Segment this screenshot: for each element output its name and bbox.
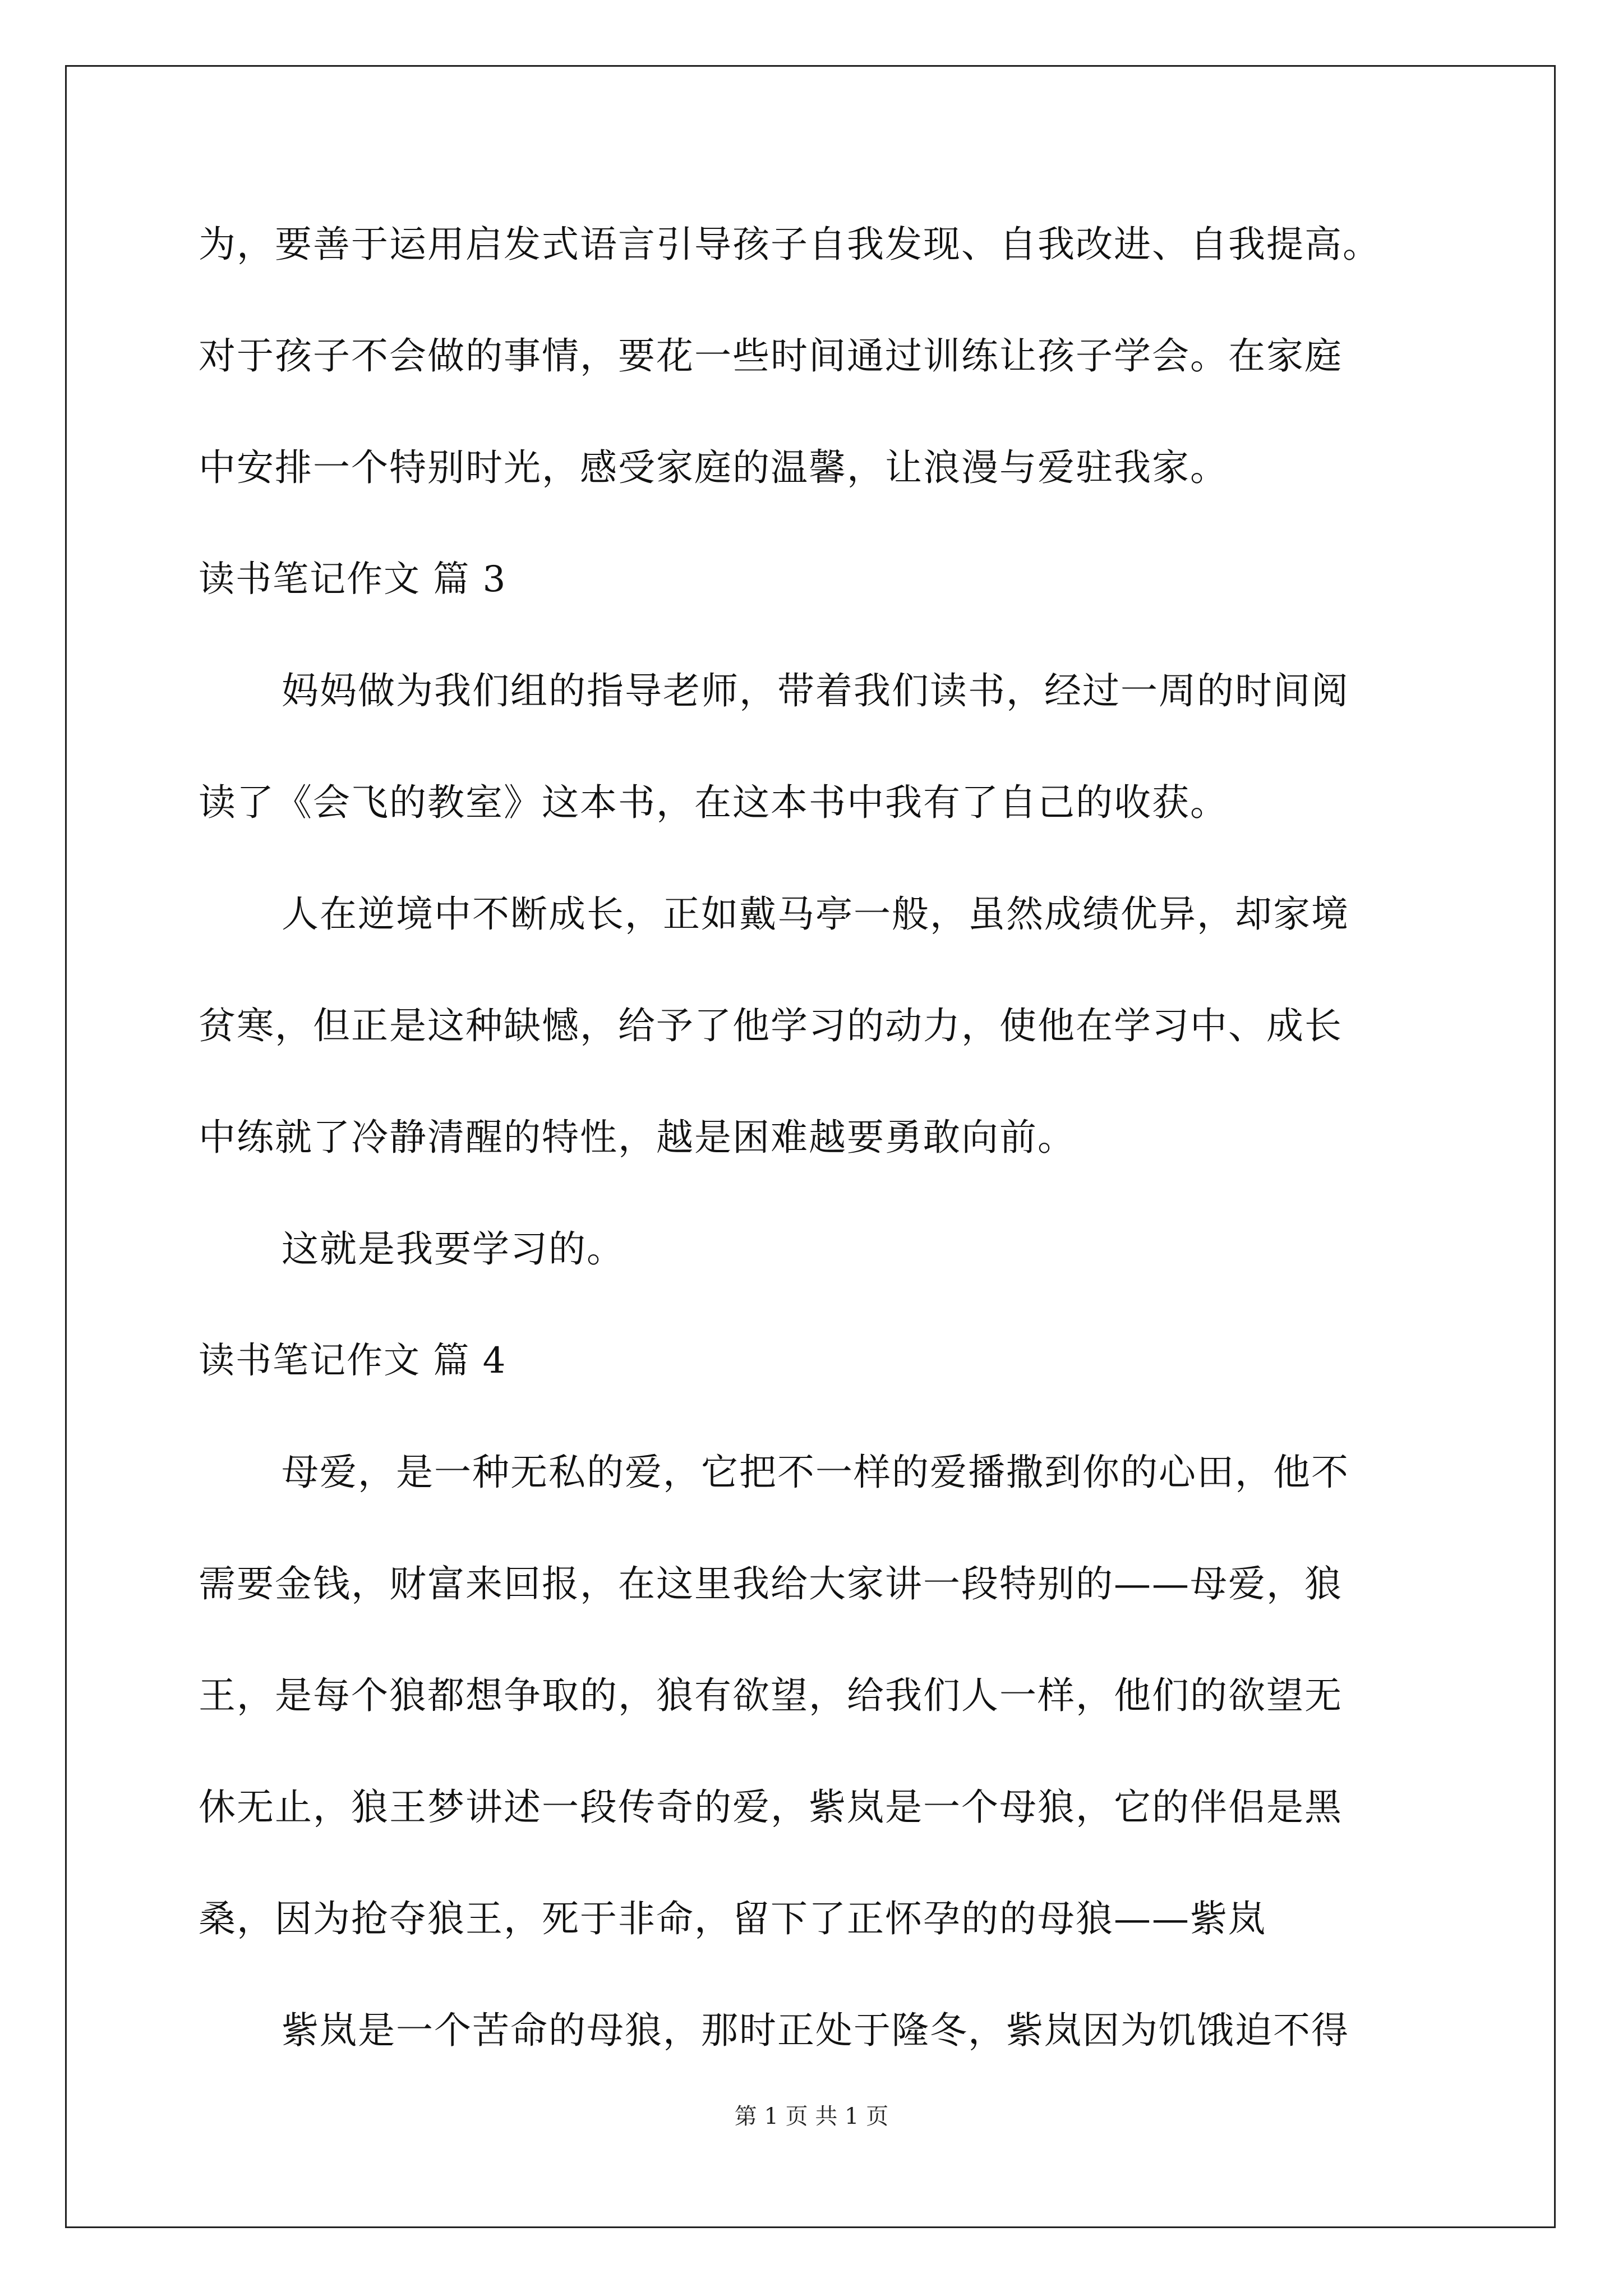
text-line: 为，要善于运用启发式语言引导孩子自我发现、自我改进、自我提高。 [199, 223, 1381, 266]
paragraph-first-line: 人在逆境中不断成长，正如戴马亭一般，虽然成绩优异，却家境 [282, 892, 1349, 936]
document-body [199, 211, 1460, 2109]
text-line: 对于孩子不会做的事情，要花一些时间通过训练让孩子学会。在家庭 [199, 334, 1343, 378]
text-line: 贫寒，但正是这种缺憾，给予了他学习的动力，使他在学习中、成长 [199, 1004, 1343, 1047]
section-heading: 读书笔记作文 篇 3 [199, 559, 507, 600]
text-line: 中安排一个特别时光，感受家庭的温馨，让浪漫与爱驻我家。 [199, 446, 1228, 489]
paragraph-first-line: 妈妈做为我们组的指导老师，带着我们读书，经过一周的时间阅 [282, 669, 1349, 712]
text-line: 需要金钱，财富来回报，在这里我给大家讲一段特别的——母爱，狼 [199, 1562, 1343, 1605]
page-footer: 第 1 页 共 1 页 [734, 2104, 889, 2129]
paragraph-first-line: 这就是我要学习的。 [282, 1227, 625, 1271]
text-line: 王，是每个狼都想争取的，狼有欲望，给我们人一样，他们的欲望无 [199, 1674, 1343, 1717]
paragraph-first-line: 母爱，是一种无私的爱，它把不一样的爱播撒到你的心田，他不 [282, 1451, 1349, 1494]
text-line: 中练就了冷静清醒的特性，越是困难越要勇敢向前。 [199, 1116, 1076, 1159]
section-heading: 读书笔记作文 篇 4 [199, 1340, 507, 1382]
text-line: 桑，因为抢夺狼王，死于非命，留下了正怀孕的的母狼——紫岚 [199, 1897, 1266, 1940]
paragraph-first-line: 紫岚是一个苦命的母狼，那时正处于隆冬，紫岚因为饥饿迫不得 [282, 2009, 1349, 2052]
text-line: 读了《会飞的教室》这本书，在这本书中我有了自己的收获。 [199, 781, 1228, 824]
text-line: 休无止，狼王梦讲述一段传奇的爱，紫岚是一个母狼，它的伴侣是黑 [199, 1786, 1343, 1829]
